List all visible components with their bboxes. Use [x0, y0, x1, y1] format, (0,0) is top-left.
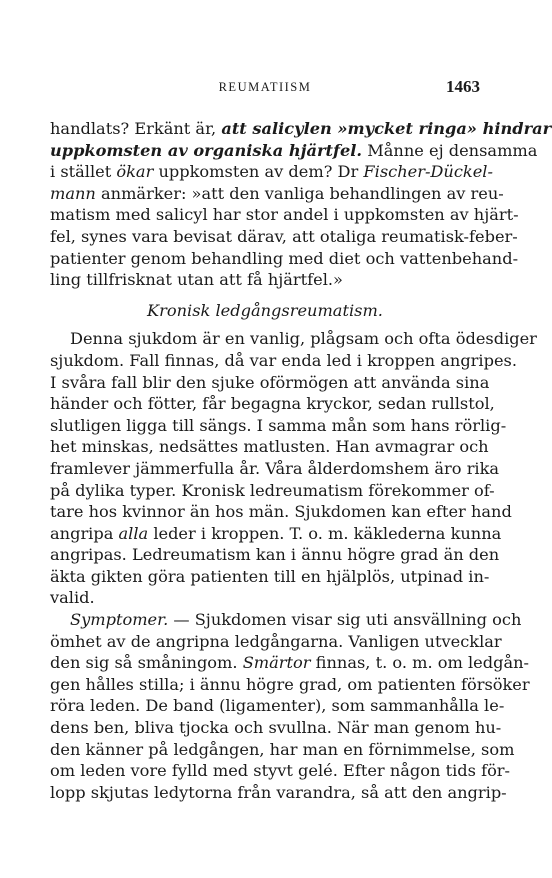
paragraph-continued — [50, 118, 552, 291]
italic-text: Fischer-Dückel- — [363, 162, 493, 182]
text-line: I svåra fall blir den sjuke oförmögen att använda sina — [50, 372, 490, 392]
paragraph — [50, 328, 537, 609]
text-line: ömhet av de angripna ledgångarna. Vanligen utvecklar — [50, 631, 502, 651]
text-line: patienter genom behandling med diet och vattenbehand- — [50, 248, 519, 268]
section-heading: Kronisk ledgångsreumatism. — [147, 300, 383, 320]
text-run: i stället — [50, 162, 117, 182]
text-run: — Sjukdomen visar sig uti ansvällning och — [168, 610, 522, 630]
body-text — [50, 118, 552, 803]
text-line: dens ben, bliva tjocka och svullna. När man genom hu- — [50, 718, 502, 738]
text-line: ling tillfrisknat utan att få hjärtfel.» — [50, 270, 343, 290]
italic-text: Symptomer. — [70, 610, 169, 630]
italic-text: mann — [50, 183, 96, 203]
text-line: matism med salicyl har stor andel i uppkomsten av hjärt- — [50, 205, 519, 225]
text-line: Denna sjukdom är en vanlig, plågsam och ofta ödesdiger — [70, 329, 537, 349]
text-line: valid. — [50, 588, 95, 608]
text-run: finnas, t. o. m. om ledgån- — [310, 653, 530, 673]
text-line: om leden vore fylld med styvt gelé. Efter någon tids för- — [50, 761, 511, 781]
text-line: lopp skjutas ledytorna från varandra, så att den angrip- — [50, 782, 507, 802]
text-line — [50, 161, 493, 183]
text-line: framlever jämmerfulla år. Våra ålderdomshem äro rika — [50, 458, 500, 478]
text-run: uppkomsten av dem? Dr — [153, 162, 364, 182]
italic-text: Smärtor — [242, 653, 311, 673]
text-line — [50, 183, 504, 205]
text-line: het minskas, nedsättes matlusten. Han avmagrar och — [50, 437, 489, 457]
text-line: sjukdom. Fall finnas, då var enda led i kroppen angripes. — [50, 350, 517, 370]
text-run: leder i kroppen. T. o. m. käklederna kunna — [148, 523, 502, 543]
text-run: Månne ej densamma — [362, 140, 538, 160]
text-line: röra leden. De band (ligamenter), som sammanhålla le- — [50, 696, 505, 716]
running-head — [50, 77, 480, 97]
text-line: på dylika typer. Kronisk ledreumatism förekommer of- — [50, 480, 495, 500]
italic-text: alla — [118, 523, 149, 543]
text-line — [50, 652, 530, 674]
text-line — [50, 140, 538, 162]
emphasized-text: uppkomsten av organiska hjärtfel. — [50, 140, 363, 160]
text-line: fel, synes vara bevisat därav, att otaliga reumatisk-feber- — [50, 226, 518, 246]
text-run: handlats? Erkänt är, — [50, 119, 222, 138]
text-line: äkta gikten göra patienten till en hjälplös, utpinad in- — [50, 566, 490, 586]
text-line: slutligen ligga till sängs. I samma mån som hans rörlig- — [50, 415, 507, 435]
text-line — [50, 609, 522, 631]
text-line: gen hålles stilla; i ännu högre grad, om patienten försöker — [50, 674, 530, 694]
page-number: 1463 — [446, 77, 480, 96]
text-line — [50, 523, 502, 545]
text-line: händer och fötter, får begagna kryckor, sedan rullstol, — [50, 394, 495, 414]
text-line: den känner på ledgången, har man en förnimmelse, som — [50, 739, 515, 759]
paragraph — [50, 609, 530, 803]
text-run: angripa — [50, 523, 119, 543]
italic-text: ökar — [116, 162, 154, 182]
text-line — [50, 118, 552, 140]
text-line: angripas. Ledreumatism kan i ännu högre grad än den — [50, 545, 500, 565]
running-title: REUMATIISM — [218, 80, 312, 94]
text-run: den sig så småningom. — [50, 653, 243, 673]
text-line: tare hos kvinnor än hos män. Sjukdomen kan efter hand — [50, 502, 512, 522]
emphasized-text: att salicylen »mycket ringa» hindrar — [221, 119, 552, 138]
text-run: anmärker: »att den vanliga behandlingen av reu- — [95, 183, 504, 203]
